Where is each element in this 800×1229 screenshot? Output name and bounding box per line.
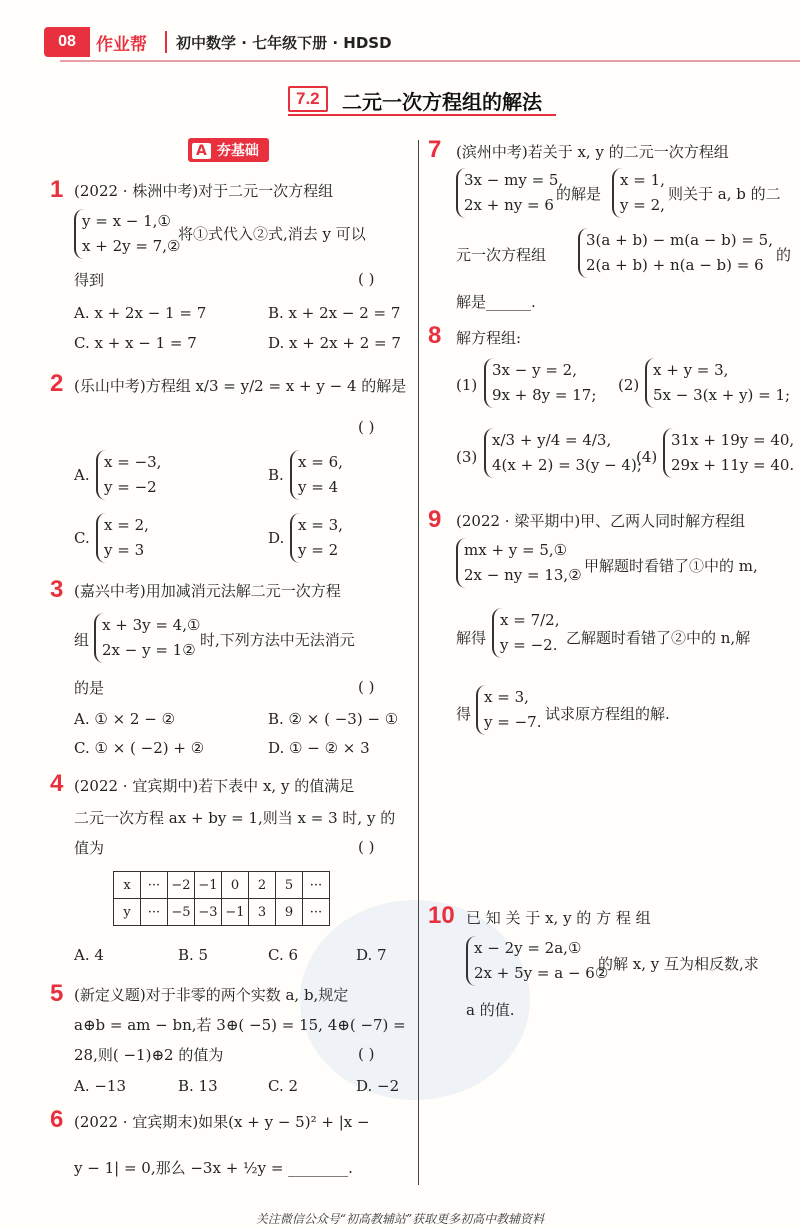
q7-after: 则关于 a, b 的二 (668, 185, 781, 203)
book-title: 初中数学 · 七年级下册 · HDSD (176, 34, 392, 52)
q8-p1-system (484, 358, 596, 408)
q7-pre: 元一次方程组 (456, 246, 547, 264)
q2-c-y: y = 3 (104, 541, 145, 559)
footer-note: 关注微信公众号“初高教辅站”获取更多初高中教辅资料 (255, 1212, 545, 1226)
q9-sol2-x: x = 3, (484, 688, 529, 706)
q5-number: 5 (50, 980, 64, 1007)
q9-number: 9 (428, 506, 442, 533)
table-cell: −3 (195, 899, 222, 926)
q9-eq1: mx + y = 5,① (464, 541, 568, 559)
q7-system2 (578, 228, 773, 278)
table-cell: y (114, 899, 141, 926)
q8-p4-eq1: 31x + 19y = 40, (671, 431, 795, 449)
q8-p3-eq2: 4(x + 2) = 3(y − 4); (492, 456, 642, 474)
q8-p1-eq2: 9x + 8y = 17; (492, 386, 597, 404)
q3-option-b: B. ② × ( −3) − ① (268, 710, 399, 728)
q9-pre2: 得 (456, 705, 472, 723)
q9-sol1-y: y = −2. (500, 636, 558, 654)
q7-system1 (456, 168, 563, 218)
table-cell: ··· (141, 899, 168, 926)
q8-p3-eq1: x/3 + y/4 = 4/3, (492, 431, 612, 449)
q8-p3-label: (3) (456, 448, 478, 466)
q8-line1: 解方程组: (456, 329, 522, 347)
q6-line2: y − 1| = 0,那么 −3x + ½y = ________. (74, 1159, 353, 1177)
q10-eq2: 2x + 5y = a − 6② (474, 964, 609, 982)
q5-option-c: C. 2 (268, 1077, 299, 1095)
table-cell: x (114, 872, 141, 899)
q8-number: 8 (428, 322, 442, 349)
table-cell: 2 (249, 872, 276, 899)
q1-answer-paren[interactable]: ( ) (358, 270, 375, 288)
q8-p4-label: (4) (636, 448, 658, 466)
q3-answer-paren[interactable]: ( ) (358, 678, 375, 696)
q6-line1: (2022 · 宜宾期末)如果(x + y − 5)² + |x − (74, 1113, 370, 1131)
section-title: 二元一次方程组的解法 (342, 90, 542, 114)
q8-p1-eq1: 3x − y = 2, (492, 361, 577, 379)
table-cell: −1 (222, 899, 249, 926)
q2-option-a (96, 450, 161, 500)
q5-option-d: D. −2 (356, 1077, 400, 1095)
q9-sol1-x: x = 7/2, (500, 611, 560, 629)
q8-p3-system (484, 428, 642, 478)
table-cell: −5 (168, 899, 195, 926)
q3-number: 3 (50, 576, 64, 603)
q8-p1-label: (1) (456, 376, 478, 394)
q7-tail: 的 (776, 246, 792, 264)
q9-sol2-y: y = −7. (484, 713, 542, 731)
q10-system (466, 936, 608, 986)
q8-p4-eq2: 29x + 11y = 40. (671, 456, 795, 474)
q7-eq3: 3(a + b) − m(a − b) = 5, (586, 231, 773, 249)
q7-eq2: 2x + ny = 6 (464, 196, 554, 214)
q2-answer-paren[interactable]: ( ) (358, 418, 375, 436)
q7-sol-y: y = 2, (620, 196, 665, 214)
q3-eq1: x + 3y = 4,① (102, 616, 201, 634)
header-separator (165, 31, 167, 53)
q3-system (94, 613, 200, 663)
q7-answer-line[interactable]: 解是______. (456, 293, 536, 311)
q9-text3: 试求原方程组的解. (545, 705, 670, 723)
table-cell: ··· (303, 872, 330, 899)
q2-d-y: y = 2 (298, 541, 339, 559)
q10-line3: a 的值. (466, 1001, 515, 1019)
q7-eq1: 3x − my = 5, (464, 171, 564, 189)
q7-mid: 的解是 (556, 185, 602, 203)
q9-pre: 解得 (456, 629, 487, 647)
q9-sol2 (476, 685, 541, 735)
q10-text1: 的解 x, y 互为相反数,求 (598, 955, 759, 973)
q4-line1: (2022 · 宜宾期中)若下表中 x, y 的值满足 (74, 777, 355, 795)
q7-line1: (滨州中考)若关于 x, y 的二元一次方程组 (456, 143, 729, 161)
q2-option-c (96, 513, 149, 563)
q4-option-a: A. 4 (74, 946, 104, 964)
q4-option-c: C. 6 (268, 946, 299, 964)
q1-number: 1 (50, 176, 64, 203)
q2-number: 2 (50, 370, 64, 397)
q5-line1: (新定义题)对于非零的两个实数 a, b,规定 (74, 986, 349, 1004)
q3-after: 时,下列方法中无法消元 (200, 631, 355, 649)
q2-option-b (290, 450, 343, 500)
table-cell: ··· (303, 899, 330, 926)
q10-eq1: x − 2y = 2a,① (474, 939, 582, 957)
q1-eq1: y = x − 1,① (82, 212, 171, 230)
q2-option-b-label: B. (268, 466, 284, 484)
q5-answer-paren[interactable]: ( ) (358, 1045, 375, 1063)
badge-letter: A (192, 143, 211, 159)
q1-eq2: x + 2y = 7,② (82, 237, 181, 255)
q2-d-x: x = 3, (298, 516, 343, 534)
q4-value-table (113, 871, 330, 926)
q4-option-b: B. 5 (178, 946, 209, 964)
q2-option-d-label: D. (268, 529, 285, 547)
table-cell: 9 (276, 899, 303, 926)
q7-number: 7 (428, 136, 442, 163)
q2-option-a-label: A. (74, 466, 90, 484)
q1-option-d: D. x + 2x + 2 = 7 (268, 334, 401, 352)
q9-system (456, 538, 582, 588)
table-cell: 0 (222, 872, 249, 899)
table-row-y (114, 899, 330, 926)
q8-p4-system (663, 428, 794, 478)
q9-text2: 乙解题时看错了②中的 n,解 (566, 629, 751, 647)
table-row-x (114, 872, 330, 899)
q8-p2-eq1: x + y = 3, (653, 361, 729, 379)
header-rule (60, 60, 800, 62)
q10-number: 10 (428, 902, 455, 929)
q7-eq4: 2(a + b) + n(a − b) = 6 (586, 256, 764, 274)
q2-b-x: x = 6, (298, 453, 343, 471)
q2-b-y: y = 4 (298, 478, 339, 496)
q8-p2-eq2: 5x − 3(x + y) = 1; (653, 386, 791, 404)
q8-p2-label: (2) (618, 376, 640, 394)
q2-a-y: y = −2 (104, 478, 157, 496)
q3-eq2: 2x − y = 1② (102, 641, 196, 659)
q3-option-a: A. ① × 2 − ② (74, 710, 176, 728)
q2-a-x: x = −3, (104, 453, 162, 471)
q1-option-c: C. x + x − 1 = 7 (74, 334, 197, 352)
brand-logo: 作业帮 (96, 35, 147, 55)
q2-option-d (290, 513, 343, 563)
q5-option-b: B. 13 (178, 1077, 218, 1095)
q5-line3: 28,则( −1)⊕2 的值为 (74, 1046, 224, 1064)
q1-line3: 得到 (74, 271, 105, 289)
q3-option-d: D. ① − ② × 3 (268, 739, 370, 757)
section-number: 7.2 (288, 86, 328, 112)
table-cell: −1 (195, 872, 222, 899)
table-cell: ··· (141, 872, 168, 899)
q9-eq2: 2x − ny = 13,② (464, 566, 582, 584)
q6-number: 6 (50, 1106, 64, 1133)
q9-text1: 甲解题时看错了①中的 m, (584, 557, 758, 575)
q3-option-c: C. ① × ( −2) + ② (74, 739, 205, 757)
q5-option-a: A. −13 (74, 1077, 127, 1095)
q4-line3: 值为 (74, 839, 105, 857)
table-cell: 5 (276, 872, 303, 899)
q4-option-d: D. 7 (356, 946, 387, 964)
q5-line2: a⊕b = am − bn,若 3⊕( −5) = 15, 4⊕( −7) = (74, 1016, 406, 1034)
q4-line2: 二元一次方程 ax + by = 1,则当 x = 3 时, y 的 (74, 809, 396, 827)
q3-line3: 的是 (74, 679, 105, 697)
level-badge (188, 138, 269, 162)
table-cell: −2 (168, 872, 195, 899)
q3-line1: (嘉兴中考)用加减消元法解二元一次方程 (74, 582, 341, 600)
q9-line1: (2022 · 梁平期中)甲、乙两人同时解方程组 (456, 512, 746, 530)
q4-answer-paren[interactable]: ( ) (358, 838, 375, 856)
q10-line1: 已 知 关 于 x, y 的 方 程 组 (466, 909, 651, 927)
page-number: 08 (44, 27, 90, 57)
q4-number: 4 (50, 770, 64, 797)
q2-c-x: x = 2, (104, 516, 149, 534)
q1-option-a: A. x + 2x − 1 = 7 (74, 304, 207, 322)
q7-solution (612, 168, 665, 218)
q1-line1: (2022 · 株洲中考)对于二元一次方程组 (74, 182, 334, 200)
badge-text: 夯基础 (216, 143, 259, 159)
q2-option-c-label: C. (74, 529, 90, 547)
q9-sol1 (492, 608, 559, 658)
q8-p2-system (645, 358, 790, 408)
q1-system (74, 209, 180, 259)
q1-after: 将①式代入②式,消去 y 可以 (178, 225, 366, 243)
q2-line1: (乐山中考)方程组 x/3 = y/2 = x + y − 4 的解是 (74, 377, 407, 395)
q3-pre: 组 (74, 631, 90, 649)
q7-sol-x: x = 1, (620, 171, 665, 189)
section-underline (288, 114, 556, 116)
table-cell: 3 (249, 899, 276, 926)
q1-option-b: B. x + 2x − 2 = 7 (268, 304, 401, 322)
